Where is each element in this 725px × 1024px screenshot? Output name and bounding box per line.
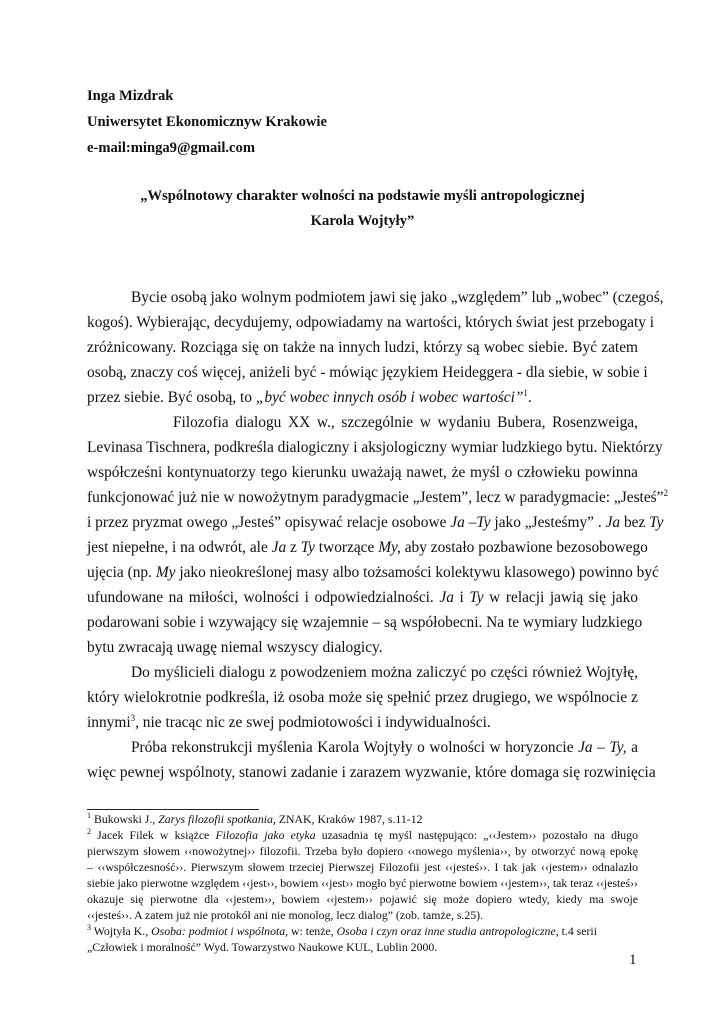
body-line: funkcjonować już nie w nowożytnym paradygmacie „Jestem”, lecz w paradygmacie: „Jesteś”$^2$: [87, 487, 668, 506]
footnote-2-line: siebie jako pierwotne względem ‹‹jest››, bowiem ‹‹jest›› mogło być pierwotne bowiem ‹‹jestem››, tak teraz ‹‹jesteś››: [87, 876, 638, 890]
author-affiliation: Uniwersytet Ekonomicznyw Krakowie: [87, 114, 327, 130]
body-line: innymi$^3$, nie tracąc nic ze swej podmiotowości i indywidualności.: [87, 712, 491, 731]
author-name: Inga Mizdrak: [87, 88, 174, 104]
footnote-3-line: „Człowiek i moralność” Wyd. Towarzystwo Naukowe KUL, Lublin 2000.: [87, 940, 438, 954]
footnote-3: $^3$ Wojtyła K., Osoba: podmiot i wspólnota, w: tenże, Osoba i czyn oraz inne studia antropologiczne, t.4 serii: [87, 923, 597, 938]
body-line: bytu zwracają uwagę niemal wszyscy dialogicy.: [87, 639, 383, 656]
paper-title-line-2: Karola Wojtyły”: [310, 213, 415, 229]
footnote-ref[interactable]: 1: [523, 387, 528, 398]
body-line: ujęcia (np. My jako nieokreślonej masy albo tożsamości kolektywu klasowego) powinno być: [87, 564, 659, 581]
footnote-2: $^2$ Jacek Filek w książce Filozofia jako etyka uzasadnia tę myśl następująco: „‹‹Jestem›› pozostało na długo: [87, 827, 638, 842]
body-line: Levinasa Tischnera, podkreśla dialogiczny i aksjologiczny wymiar ludzkiego bytu. Niektórzy: [87, 439, 663, 456]
body-line: Filozofia dialogu XX w., szczególnie w wydaniu Bubera, Rosenzweiga,: [173, 414, 638, 431]
body-line: Do myślicieli dialogu z powodzeniem można zaliczyć po części również Wojtyłę,: [131, 664, 638, 681]
body-line: ufundowane na miłości, wolności i odpowiedzialności. Ja i Ty w relacji jawią się jako: [87, 589, 638, 606]
body-line: podarowani sobie i wzywający się wzajemnie – są współobecni. Na te wymiary ludzkiego: [87, 614, 643, 631]
body-line: więc pewnej wspólnoty, stanowi zadanie i zarazem wyzwanie, które domaga się rozwinięcia: [87, 764, 656, 781]
footnote-1: $^1$ Bukowski J., Zarys filozofii spotkania, ZNAK, Kraków 1987, s.11-12: [87, 811, 423, 826]
paper-title-line-1: „Wspólnotowy charakter wolności na podstawie myśli antropologicznej: [140, 188, 585, 204]
footnote-2-line: – ‹‹współczesność››. Pierwszym słowem trzeciej Pierwszej Filozofii jest ‹‹jesteś››. I tak jak ‹‹jestem›› odnalazło: [87, 860, 638, 874]
footnote-2-line: pierwszym słowem ‹‹nowożytnej›› filozofii. Trzeba było dopiero ‹‹nowego myślenia››, by otworzyć nową epokę: [87, 844, 638, 858]
body-line: który wielokrotnie podkreśla, iż osoba może się spełnić przez drugiego, we wspólnocie z: [87, 689, 638, 706]
body-line: Bycie osobą jako wolnym podmiotem jawi się jako „względem” lub „wobec” (czegoś,: [131, 289, 664, 306]
author-email: e-mail:minga9@gmail.com: [87, 140, 255, 156]
footnote-2-line: okazuje się pierwotne dla ‹‹jestem››, bowiem ‹‹jestem›› pojawić się może dopiero wtedy, kiedy ma swoje: [87, 892, 638, 906]
footnote-2-line: ‹‹jesteś››. A zatem już nie protokół ani nie monolog, lecz dialog” (zob. tamże, s.25).: [87, 908, 484, 922]
body-line: współcześni kontynuatorzy tego kierunku uważają nawet, że myśl o człowieku powinna: [87, 464, 638, 481]
body-line: przez siebie. Być osobą, to „być wobec innych osób i wobec wartości”$^1$.: [87, 387, 532, 406]
footnote-ref[interactable]: 2: [663, 487, 668, 498]
body-line: zróżnicowany. Rozciąga się on także na innych ludzi, którzy są wobec siebie. Być zatem: [87, 339, 638, 356]
footnote-separator: [87, 809, 259, 810]
page-number: 1: [629, 952, 637, 968]
body-line: kogoś). Wybierając, decydujemy, odpowiadamy na wartości, których świat jest przebogaty i: [87, 314, 655, 331]
body-line: i przez pryzmat owego „Jesteś” opisywać relacje osobowe Ja –Ty jako „Jesteśmy” . Ja bez Ty: [87, 514, 664, 531]
body-line: osobą, znaczy coś więcej, aniżeli być - mówiąc językiem Heideggera - dla siebie, w sobie i: [87, 364, 648, 381]
body-line: Próba rekonstrukcji myślenia Karola Wojtyły o wolności w horyzoncie Ja – Ty, a: [131, 739, 638, 756]
body-line: jest niepełne, i na odwrót, ale Ja z Ty tworzące My, aby zostało pozbawione bezosobowego: [87, 539, 648, 556]
footnote-ref[interactable]: 3: [130, 712, 136, 723]
